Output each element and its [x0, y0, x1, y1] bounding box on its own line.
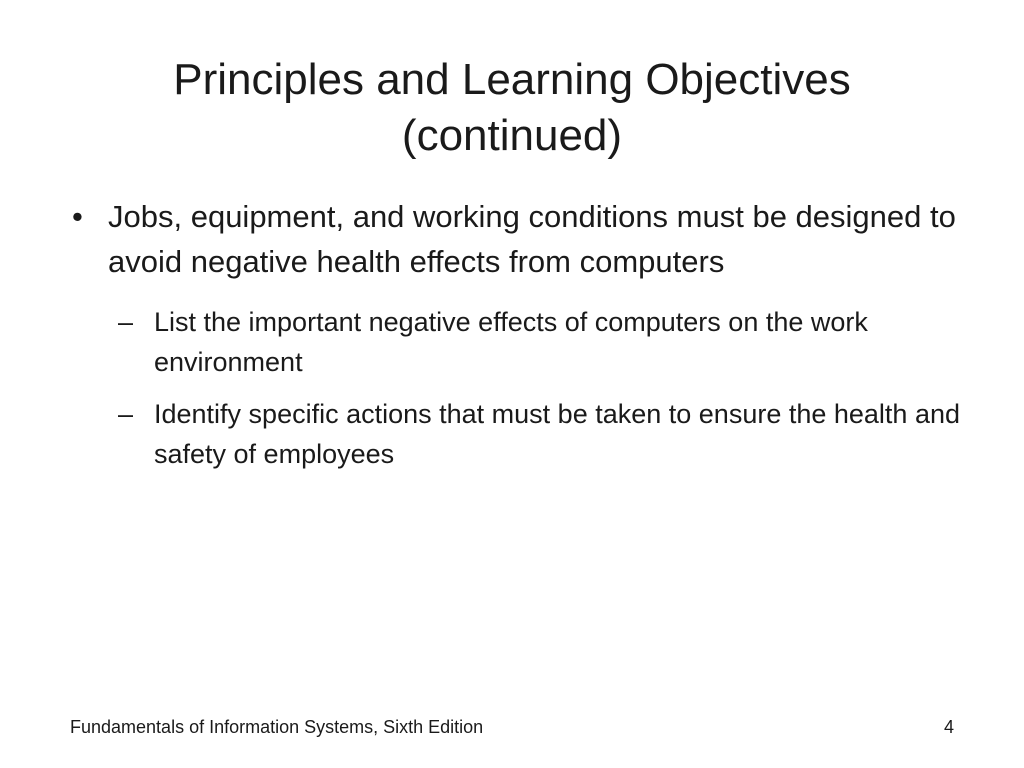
- bullet-marker: •: [72, 199, 83, 234]
- title-line-1: Principles and Learning Objectives: [173, 55, 851, 104]
- sub-bullet-text: Identify specific actions that must be taken to ensure the health and safety of employees: [154, 399, 960, 469]
- slide-body: [72, 194, 962, 486]
- sub-bullet-marker: –: [118, 307, 134, 337]
- title-line-2: (continued): [401, 111, 623, 160]
- sub-bullet-text: List the important negative effects of computers on the work environment: [154, 307, 868, 377]
- slide-title: [0, 52, 1024, 164]
- main-bullet: [72, 194, 962, 284]
- sub-bullet: [118, 302, 962, 382]
- main-bullet-text: Jobs, equipment, and working conditions must be designed to avoid negative health effects from computers: [108, 199, 956, 279]
- page-number: 4: [943, 717, 954, 737]
- sub-bullet-marker: –: [118, 399, 134, 429]
- sub-bullet-list: [72, 302, 962, 474]
- footer-source: Fundamentals of Information Systems, Sixth Edition: [70, 717, 484, 737]
- sub-bullet: [118, 394, 962, 474]
